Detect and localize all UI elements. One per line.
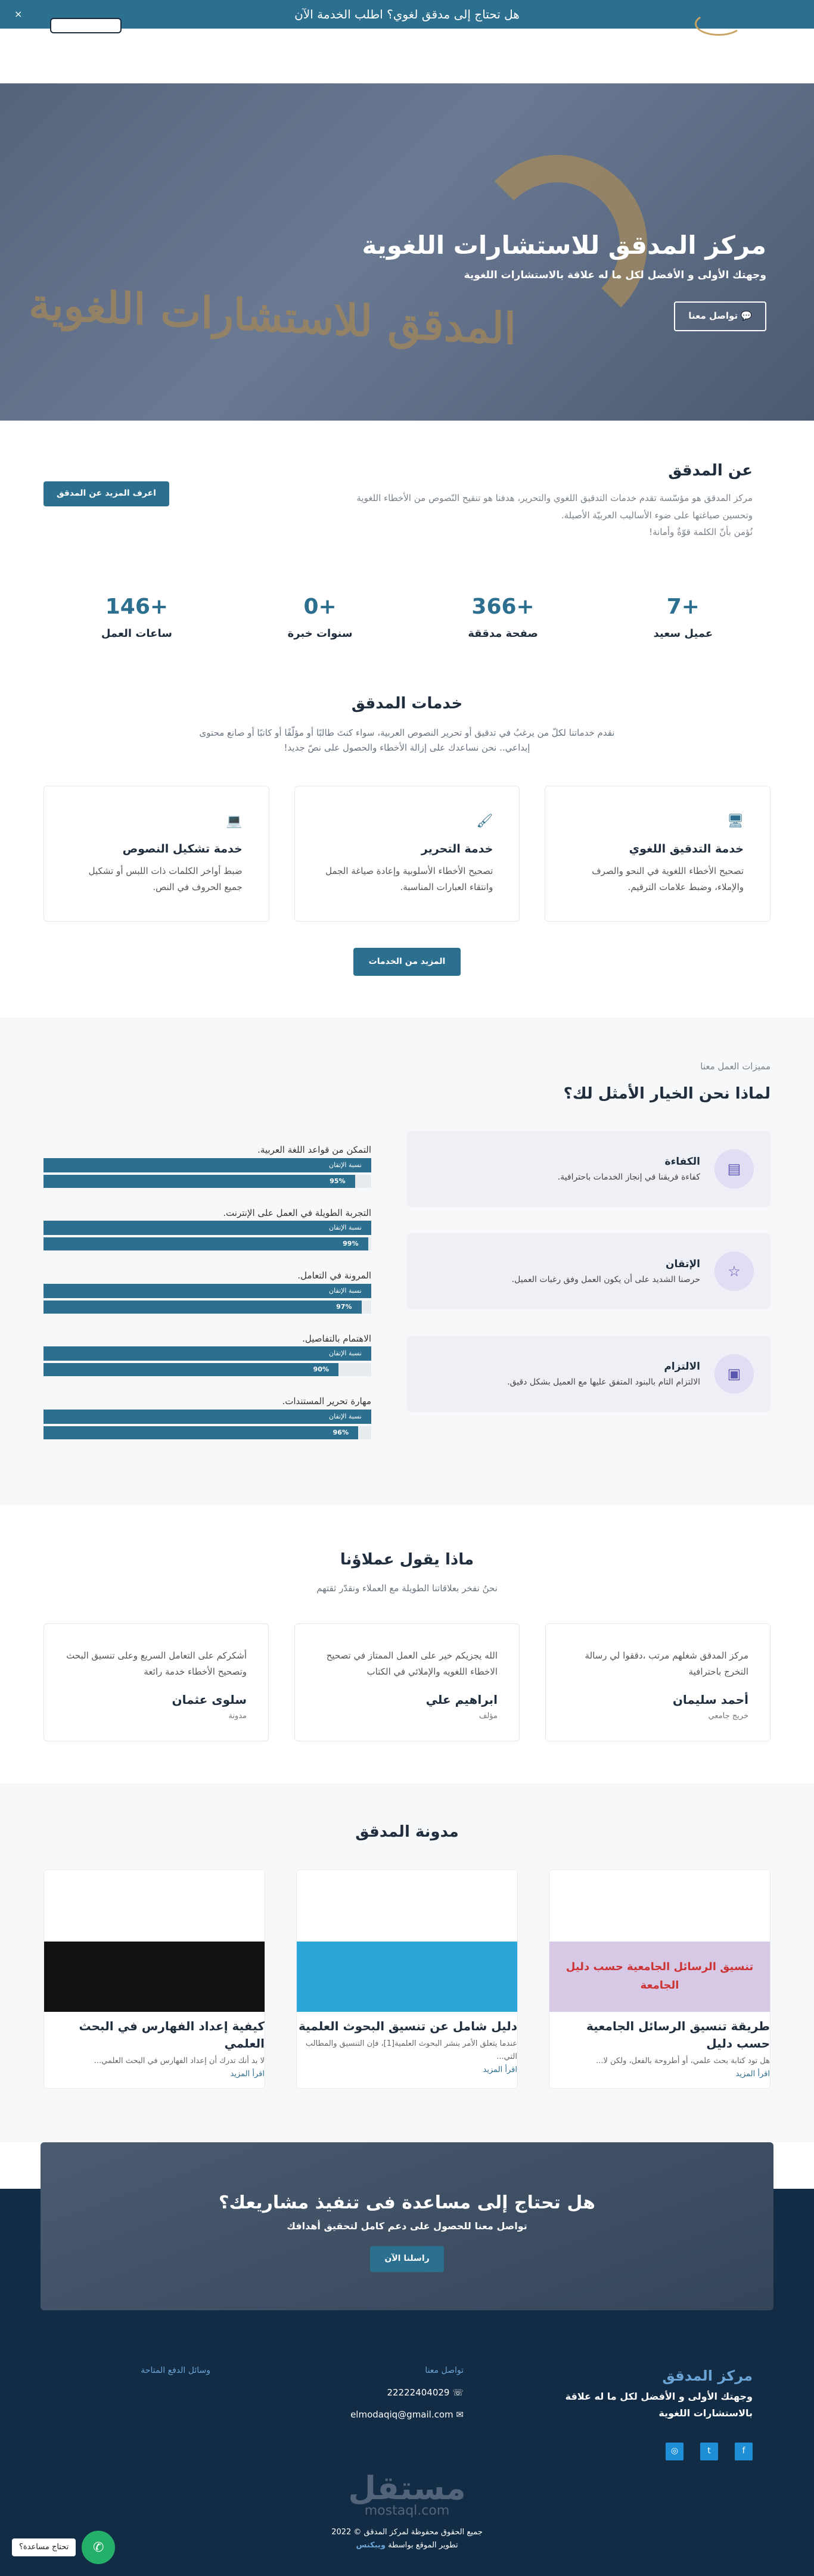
whatsapp-chat[interactable]	[12, 2531, 115, 2564]
skill-title: الاهتمام بالتفاصيل.	[302, 1333, 371, 1344]
skill-track	[44, 1363, 371, 1376]
feature-desc: الالتزام التام بالبنود المتفق عليها مع العميل بشكل دقيق.	[507, 1377, 700, 1387]
cta-title: هل تحتاج إلى مساعدة فى تنفيذ مشاريعك؟	[219, 2192, 595, 2213]
testimonial-role: مؤلف	[479, 1712, 498, 1721]
skill-fill: 99%	[44, 1237, 368, 1250]
skill-bars	[44, 1131, 371, 1457]
post-title[interactable]: كيفية إعداد الفهارس في البحث العلمي	[79, 2018, 265, 2051]
gallery-icon: ▤	[714, 1149, 754, 1189]
skill-label: نسبة الإتقان	[44, 1284, 371, 1298]
feature-desc: حرصنا الشديد على أن يكون العمل وفق رغبات العميل.	[511, 1274, 700, 1284]
copyright: جميع الحقوق محفوظة لمركز المدقق © 2022 تطوير الموقع بواسطة ويبكنس	[331, 2528, 483, 2550]
box-icon: ▣	[714, 1354, 754, 1393]
stats	[44, 565, 770, 685]
testimonials-section	[0, 1505, 814, 1784]
blog-section	[0, 1783, 814, 2142]
testimonial-text: مركز المدقق شغلهم مرتب ،دققوا لي رسالة التخرج باحترافية	[585, 1650, 748, 1678]
laptop-icon: 💻	[226, 813, 243, 829]
skill-track	[44, 1426, 371, 1439]
post-image[interactable]	[44, 1942, 265, 2012]
why-section	[0, 1018, 814, 1504]
navbar	[0, 29, 814, 83]
post-title[interactable]: دليل شامل عن تنسيق البحوث العلمية	[299, 2018, 517, 2033]
blog-post[interactable]	[296, 1869, 518, 2089]
service-card[interactable]	[294, 786, 520, 922]
monitor-icon: 🖥	[727, 813, 744, 829]
whatsapp-icon[interactable]: ✆	[82, 2531, 115, 2564]
hero-title: مركز المدقق للاستشارات اللغوية	[362, 231, 766, 260]
about-section	[0, 421, 814, 565]
skill-title: التجربة الطويلة في العمل على الإنترنت.	[223, 1207, 371, 1218]
skill-title: مهارة تحرير المستندات.	[282, 1396, 371, 1407]
site-logo[interactable]	[695, 12, 742, 36]
skill-bar	[44, 1206, 371, 1251]
skill-label: نسبة الإتقان	[44, 1410, 371, 1424]
stat-item: +0 سنوات خبرة	[287, 594, 353, 640]
service-desc: ضبط أواخر الكلمات ذات اللبس أو تشكيل جميع الحروف في النص.	[88, 866, 243, 893]
post-excerpt: عندما يتعلق الأمر بنشر البحوث العلمية[1]، فإن التنسيق والمطالب التي...	[305, 2039, 517, 2061]
skill-label: نسبة الإتقان	[44, 1221, 371, 1235]
testimonial-name: سلوى عثمان	[172, 1693, 247, 1707]
skill-fill: 95%	[44, 1175, 355, 1188]
testimonial-role: مدونة	[228, 1712, 247, 1721]
testimonial-name: ابراهيم علي	[425, 1693, 498, 1707]
stat-item: +7 عميل سعيد	[653, 594, 713, 640]
blog-title: مدونة المدقق	[355, 1823, 459, 1841]
more-services-button[interactable]: المزيد من الخدمات	[353, 948, 461, 976]
blog-post[interactable]	[44, 1869, 265, 2089]
testimonial-text: أشكركم على التعامل السريع وعلى تنسيق البحث وتصحيح الأخطاء خدمة رائعة	[66, 1650, 247, 1678]
testimonial-card	[294, 1623, 520, 1741]
stat-item: +146 ساعات العمل	[101, 594, 172, 640]
skill-track	[44, 1175, 371, 1188]
feature-card	[407, 1336, 770, 1412]
feature-title: الكفاءة	[664, 1155, 700, 1168]
skill-track	[44, 1237, 371, 1250]
hero	[0, 83, 814, 421]
service-desc: تصحيح الأخطاء اللغوية في النحو والصرف والإملاء، وضبط علامات الترقيم.	[592, 866, 744, 893]
blog-post[interactable]	[549, 1869, 770, 2089]
why-kicker: مميزات العمل معنا	[700, 1061, 770, 1072]
feature-card	[407, 1233, 770, 1309]
testimonial-text: الله يجزيكم خير على العمل الممتاز في تصحيح الاخطاء اللغويه والإملائي في الكتاب	[326, 1650, 498, 1678]
announcement-text[interactable]: هل تحتاج إلى مدقق لغوي؟ اطلب الخدمة الآن	[294, 7, 520, 21]
service-card[interactable]	[545, 786, 770, 922]
skill-bar	[44, 1268, 371, 1314]
feature-title: الإتقان	[666, 1258, 700, 1270]
skill-track	[44, 1301, 371, 1314]
read-more-link[interactable]: اقرأ المزيد	[230, 2069, 265, 2079]
social-links	[526, 2443, 753, 2460]
services-desc: نقدم خدماتنا لكلّ من يرغبُ في تدقيق أو تحرير النصوص العربية، سواء كنتَ طالبًا أو مؤلّفًا أو كاتبًا أو صانع محتوى إبداعي.. نحن نساعدك على إزالة الأخطاء والحصول على نصّ جديد!	[199, 727, 615, 754]
hero-ghost-text: المدقق للاستشارات اللغوية	[29, 278, 516, 354]
skill-bar	[44, 1143, 371, 1188]
service-title: خدمة التدقيق اللغوي	[629, 842, 744, 856]
feature-title: الالتزام	[664, 1360, 700, 1373]
cta-sub: تواصل معنا للحصول على دعم كامل لتحقيق أهدافك	[287, 2220, 527, 2232]
skill-title: التمكن من قواعد اللغة العربية.	[257, 1144, 371, 1156]
hero-subtitle: وجهتك الأولى و الأفضل لكل ما له علاقة بالاستشارات اللغوية	[464, 269, 766, 281]
post-title[interactable]: طريقة تنسيق الرسائل الجامعية حسب دليل	[586, 2018, 770, 2051]
facebook-icon[interactable]: f	[735, 2443, 753, 2460]
about-more-button[interactable]: اعرف المزيد عن المدقق	[44, 481, 169, 506]
services-title: خدمات المدقق	[351, 695, 463, 713]
close-icon[interactable]: ×	[14, 8, 23, 20]
contact-title: تواصل معنا	[425, 2365, 464, 2375]
why-title: لماذا نحن الخيار الأمثل لك؟	[563, 1084, 770, 1103]
post-excerpt: هل تود كتابة بحث علمي، أو أطروحة بالفعل، ولكن لا...	[596, 2056, 770, 2065]
brush-icon: 🖌	[476, 813, 493, 829]
testimonial-role: خريج جامعي	[708, 1712, 748, 1721]
post-image[interactable]: تنسيق الرسائل الجامعية حسب دليل الجامعة	[549, 1942, 770, 2012]
stat-item: +366 صفحة مدققة	[468, 594, 538, 640]
testimonial-card	[44, 1623, 269, 1741]
footer-brand: مركز المدقق	[662, 2367, 753, 2384]
service-desc: تصحيح الأخطاء الأسلوبية وإعادة صياغة الجمل وانتقاء العبارات المناسبة.	[325, 866, 493, 893]
twitter-icon[interactable]: t	[700, 2443, 718, 2460]
star-icon: ☆	[714, 1252, 754, 1291]
testimonials-sub: نحنُ نفخر بعلاقاتنا الطويلة مع العملاء ونقدّر ثقتهم	[316, 1582, 498, 1594]
skill-label: نسبة الإتقان	[44, 1158, 371, 1172]
email-row[interactable]: ✉ elmodaqiq@gmail.com	[350, 2409, 464, 2420]
phone-icon: ☏	[452, 2387, 464, 2398]
feature-card	[407, 1131, 770, 1207]
skill-fill: 97%	[44, 1301, 362, 1314]
chat-label[interactable]: تحتاج مساعدة؟	[12, 2538, 76, 2556]
post-excerpt: لا بد أنك تدرك أن إعداد الفهارس في البحث العلمي...	[94, 2056, 265, 2065]
developer-link[interactable]: ويبكنس	[356, 2541, 386, 2550]
service-title: خدمة التحرير	[421, 842, 493, 856]
testimonials-title: ماذا يقول عملاؤنا	[340, 1550, 474, 1569]
testimonial-name: أحمد سليمان	[672, 1693, 748, 1707]
hero-contact-button[interactable]: 💬 تواصل معنا	[674, 301, 766, 331]
skill-label: نسبة الإتقان	[44, 1346, 371, 1361]
mostaql-watermark: مستقل mostaql.com	[348, 2469, 466, 2519]
skill-fill: 96%	[44, 1426, 358, 1439]
service-title: خدمة تشكيل النصوص	[122, 842, 243, 856]
about-body: مركز المدقق هو مؤسّسة تقدم خدمات التدقيق اللغوي والتحرير، هدفنا هو تنقيح النّصوص من الأخطاء اللغوية وتحسين صياغتها على ضوء الأساليب العربيّة الأصيلة. نُؤمن بأنّ الكلمة قوّةٌ وأمانة!	[356, 493, 753, 538]
payment-title: وسائل الدفع المتاحة	[141, 2365, 210, 2375]
skill-bar	[44, 1331, 371, 1377]
skill-title: المرونة في التعامل.	[297, 1270, 371, 1281]
skill-fill: 90%	[44, 1363, 338, 1376]
mail-icon: ✉	[456, 2409, 464, 2420]
header-button[interactable]	[50, 18, 122, 33]
about-title: عن المدقق	[668, 462, 753, 480]
cta-button[interactable]: راسلنا الآن	[370, 2246, 443, 2272]
service-card[interactable]	[44, 786, 269, 922]
announcement-bar	[0, 0, 814, 29]
services-section	[0, 685, 814, 1018]
read-more-link[interactable]: اقرأ المزيد	[735, 2069, 770, 2079]
testimonial-card	[545, 1623, 770, 1741]
feature-desc: كفاءة فريقنا في إنجاز الخدمات باحترافية.	[557, 1172, 700, 1182]
instagram-icon[interactable]: ◎	[666, 2443, 683, 2460]
post-image[interactable]	[297, 1942, 517, 2012]
phone-row[interactable]: ☏ 22222404029	[387, 2387, 464, 2398]
skill-bar	[44, 1394, 371, 1439]
footer-tagline: وجهتك الأولى و الأفضل لكل ما له علاقة بالاستشارات اللغوية	[565, 2390, 753, 2419]
read-more-link[interactable]: اقرأ المزيد	[483, 2065, 517, 2074]
cta-banner	[41, 2142, 773, 2310]
